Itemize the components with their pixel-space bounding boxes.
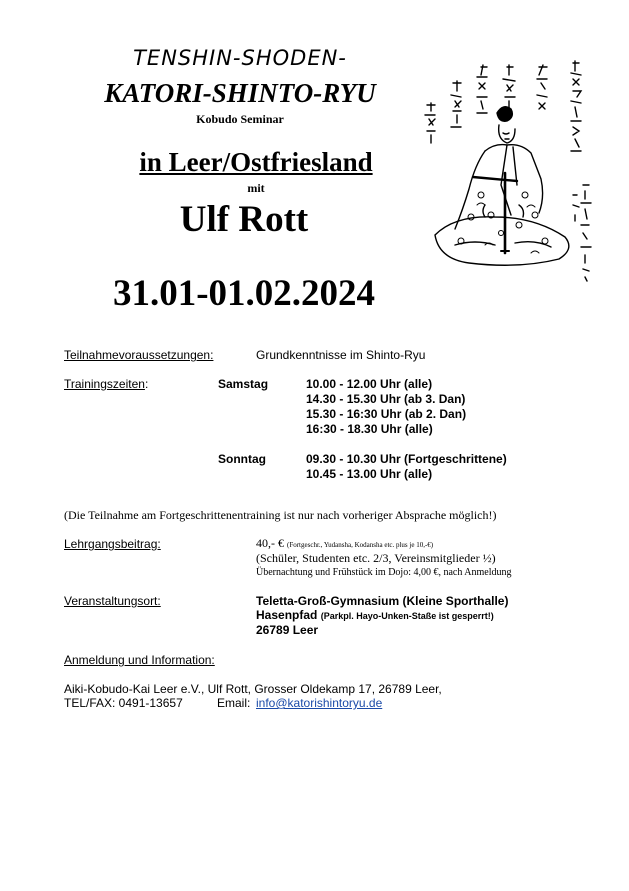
- fee-discount: (Schüler, Studenten etc. 2/3, Vereinsmitglieder ½): [256, 551, 496, 565]
- samurai-figure: [435, 107, 569, 266]
- venue-street-note: (Parkpl. Hayo-Unken-Staße ist gesperrt!): [320, 611, 494, 621]
- location-title: in Leer/Ostfriesland: [139, 147, 373, 177]
- fee-lodging: Übernachtung und Frühstück im Dojo: 4,00 €, nach Anmeldung: [256, 567, 512, 578]
- registration-address: Aiki-Kobudo-Kai Leer e.V., Ulf Rott, Grosser Oldekamp 17, 26789 Leer,: [64, 682, 442, 696]
- venue-city: 26789 Leer: [256, 623, 319, 637]
- prereq-label: Teilnahmevoraussetzungen:: [64, 348, 214, 362]
- sunday-slot-2: 10.45 - 13.00 Uhr (alle): [306, 467, 433, 481]
- saturday-slot-1: 10.00 - 12.00 Uhr (alle): [306, 377, 433, 391]
- fee-amount-note: (Fortgeschr., Yudansha, Kodansha etc. plus je 10,-€): [287, 541, 434, 549]
- registration-label: Anmeldung und Information:: [64, 653, 215, 667]
- training-label: [64, 377, 148, 392]
- fee-label: Lehrgangsbeitrag:: [64, 537, 161, 551]
- email-link[interactable]: info@katorishintoryu.de: [256, 696, 383, 710]
- header-line-2: KATORI-SHINTO-RYU: [104, 78, 376, 108]
- samurai-illustration: [415, 55, 605, 290]
- training-day-sunday: Sonntag: [218, 452, 266, 466]
- registration-tel: TEL/FAX: 0491-13657: [64, 696, 183, 710]
- venue-label: Veranstaltungsort:: [64, 594, 161, 608]
- venue-street: [256, 608, 494, 624]
- saturday-slot-2: 14.30 - 15.30 Uhr (ab 3. Dan): [306, 392, 466, 406]
- calligraphy-strokes: [425, 61, 591, 281]
- training-day-saturday: Samstag: [218, 377, 269, 391]
- header-subtitle: Kobudo Seminar: [196, 112, 284, 126]
- mit-label: mit: [247, 181, 265, 195]
- venue-street-name: Hasenpfad: [256, 608, 318, 622]
- seminar-dates: 31.01-01.02.2024: [112, 273, 376, 314]
- training-label-text: Trainingszeiten: [64, 377, 145, 391]
- saturday-slot-3: 15.30 - 16:30 Uhr (ab 2. Dan): [306, 407, 467, 421]
- prereq-value: Grundkenntnisse im Shinto-Ryu: [256, 348, 426, 362]
- advanced-training-note: (Die Teilnahme am Fortgeschrittenentraining ist nur nach vorheriger Absprache möglich!): [64, 508, 497, 522]
- training-label-colon: :: [144, 377, 149, 391]
- venue-name: Teletta-Groß-Gymnasium (Kleine Sporthalle): [256, 594, 509, 608]
- header-line-1: TENSHIN-SHODEN-: [133, 46, 347, 70]
- sunday-slot-1: 09.30 - 10.30 Uhr (Fortgeschrittene): [306, 452, 507, 466]
- saturday-slot-4: 16:30 - 18.30 Uhr (alle): [306, 422, 433, 436]
- registration-email-label: Email:: [217, 696, 251, 710]
- fee-amount-value: 40,- €: [256, 536, 284, 550]
- instructor-name: Ulf Rott: [179, 199, 309, 240]
